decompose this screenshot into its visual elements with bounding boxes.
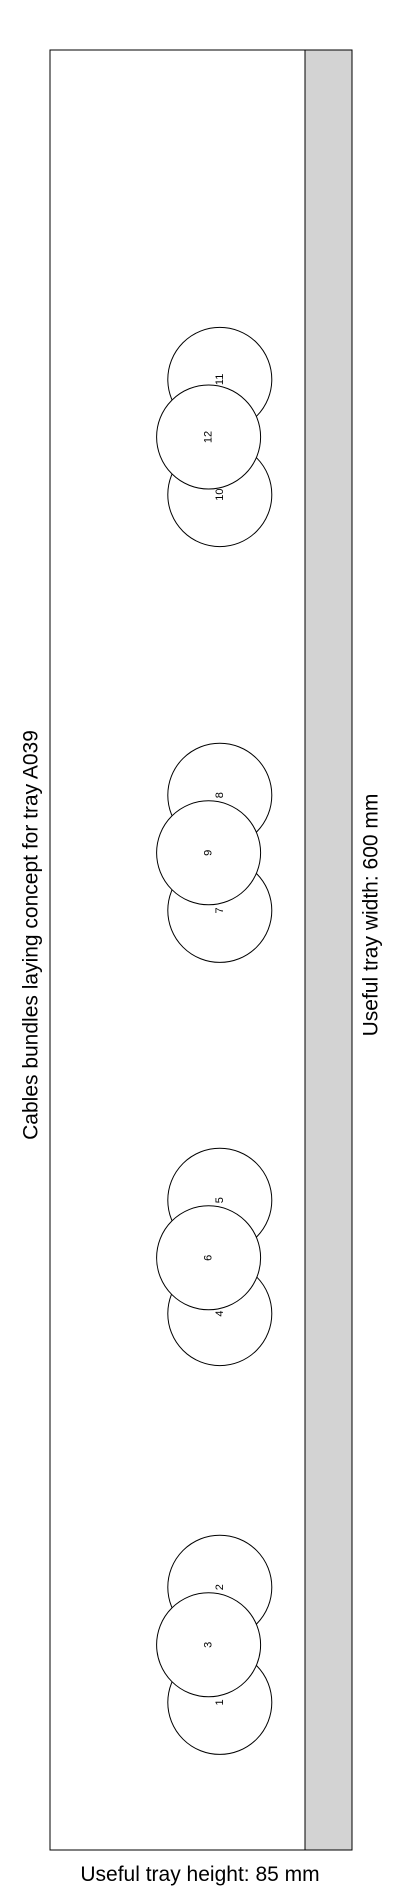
cable-bundle-label-7: 7 bbox=[213, 907, 226, 914]
cable-bundle-label-2: 2 bbox=[213, 1584, 226, 1591]
cable-bundles bbox=[157, 327, 272, 1754]
cable-bundle-label-8: 8 bbox=[213, 792, 226, 799]
diagram-title: Cables bundles laying concept for tray A039 bbox=[19, 730, 43, 1140]
cable-bundle-label-4: 4 bbox=[213, 1310, 226, 1317]
tray-base bbox=[305, 50, 352, 1850]
cable-bundle-label-9: 9 bbox=[202, 849, 215, 856]
tray-width-label: Useful tray width: 600 mm bbox=[359, 793, 383, 1037]
tray-height-label: Useful tray height: 85 mm bbox=[80, 1863, 320, 1886]
cable-bundle-label-6: 6 bbox=[202, 1254, 215, 1261]
cable-bundle-label-5: 5 bbox=[213, 1197, 226, 1204]
cable-bundle-label-1: 1 bbox=[213, 1699, 226, 1706]
cable-bundle-label-11: 11 bbox=[213, 373, 226, 386]
cable-bundle-label-3: 3 bbox=[202, 1641, 215, 1648]
cable-bundle-label-10: 10 bbox=[213, 488, 226, 501]
cable-bundle-label-12: 12 bbox=[202, 430, 215, 444]
